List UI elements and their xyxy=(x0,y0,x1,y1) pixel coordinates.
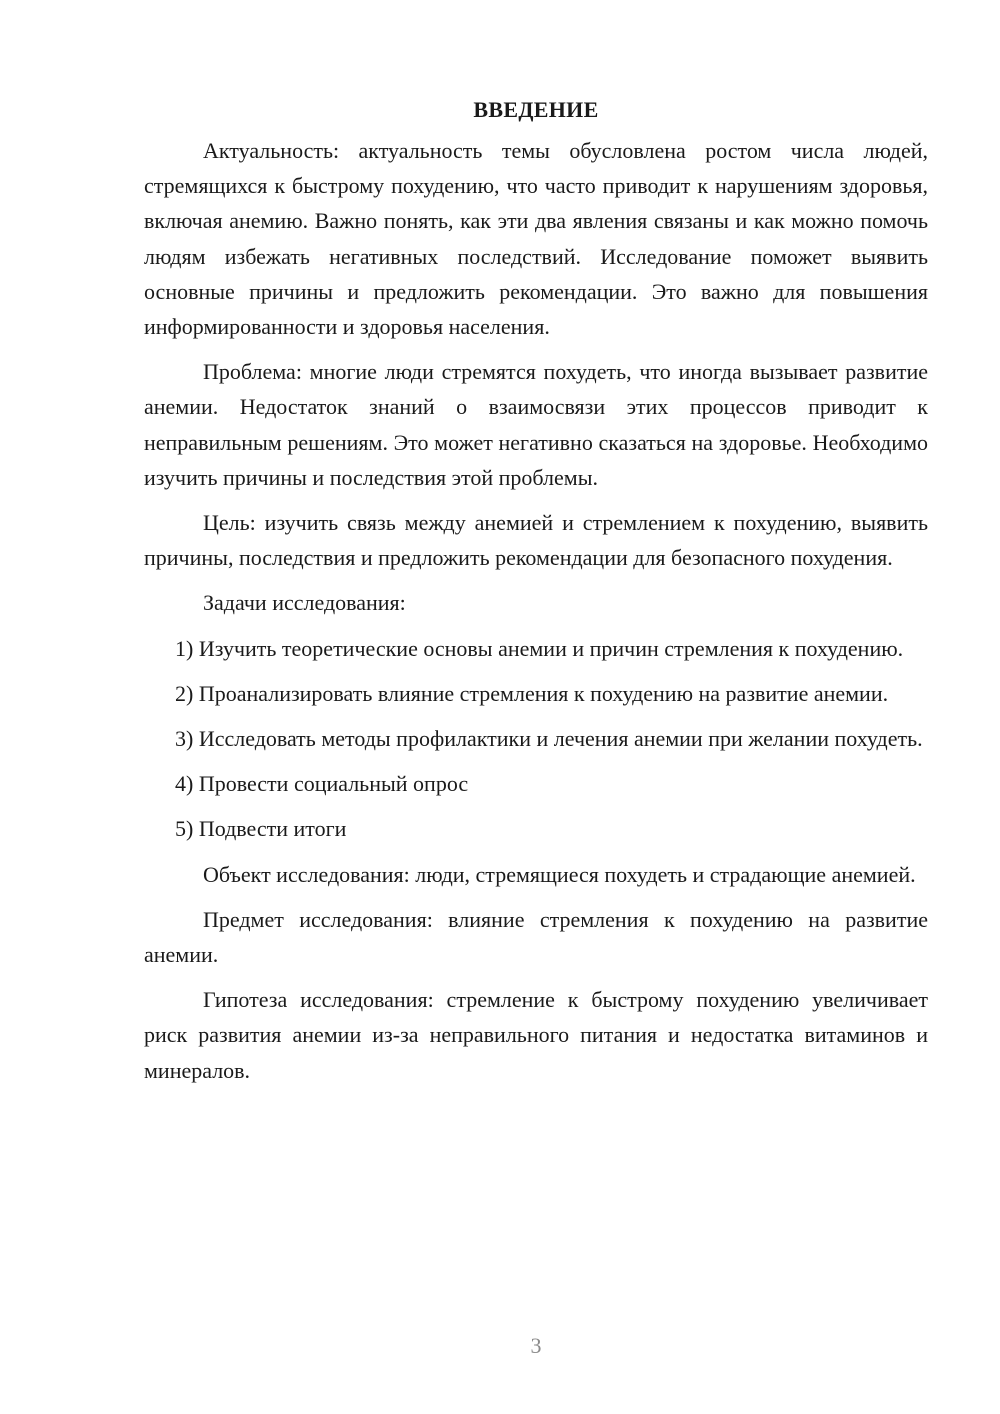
paragraph-relevance: Актуальность: актуальность темы обусловлена ростом числа людей, стремящихся к быстрому похудению, что часто приводит к нарушениям здоровья, включая анемию. Важно понять, как эти два явления связаны и как можно помочь людям избежать негативных последствий. Исследование поможет выявить основные причины и предложить рекомендации. Это важно для повышения информированности и здоровья населения. xyxy=(144,138,928,340)
tasks-heading: Задачи исследования: xyxy=(203,590,406,616)
task-item: 1) Изучить теоретические основы анемии и причин стремления к похудению. xyxy=(175,635,904,661)
paragraph-hypothesis: Гипотеза исследования: стремление к быстрому похудению увеличивает риск развития анемии из-за неправильного питания и недостатка витаминов и минералов. xyxy=(144,987,928,1083)
task-item: 4) Провести социальный опрос xyxy=(175,771,469,797)
page-number: 3 xyxy=(530,1333,542,1358)
document-page xyxy=(144,92,928,1088)
task-item: 3) Исследовать методы профилактики и лечения анемии при желании похудеть. xyxy=(175,726,923,752)
task-item: 2) Проанализировать влияние стремления к похудению на развитие анемии. xyxy=(175,680,889,706)
task-item: 5) Подвести итоги xyxy=(175,816,347,842)
section-title: ВВЕДЕНИЕ xyxy=(473,97,599,122)
paragraph-goal: Цель: изучить связь между анемией и стремлением к похудению, выявить причины, последствия и предложить рекомендации для безопасного похудения. xyxy=(144,510,928,571)
paragraph-problem: Проблема: многие люди стремятся похудеть, что иногда вызывает развитие анемии. Недостаток знаний о взаимосвязи этих процессов приводит к неправильным решениям. Это может негативно сказаться на здоровье. Необходимо изучить причины и последствия этой проблемы. xyxy=(144,359,928,490)
paragraph-subject: Предмет исследования: влияние стремления к похудению на развитие анемии. xyxy=(144,906,928,968)
paragraph-object: Объект исследования: люди, стремящиеся похудеть и страдающие анемией. xyxy=(203,861,916,887)
